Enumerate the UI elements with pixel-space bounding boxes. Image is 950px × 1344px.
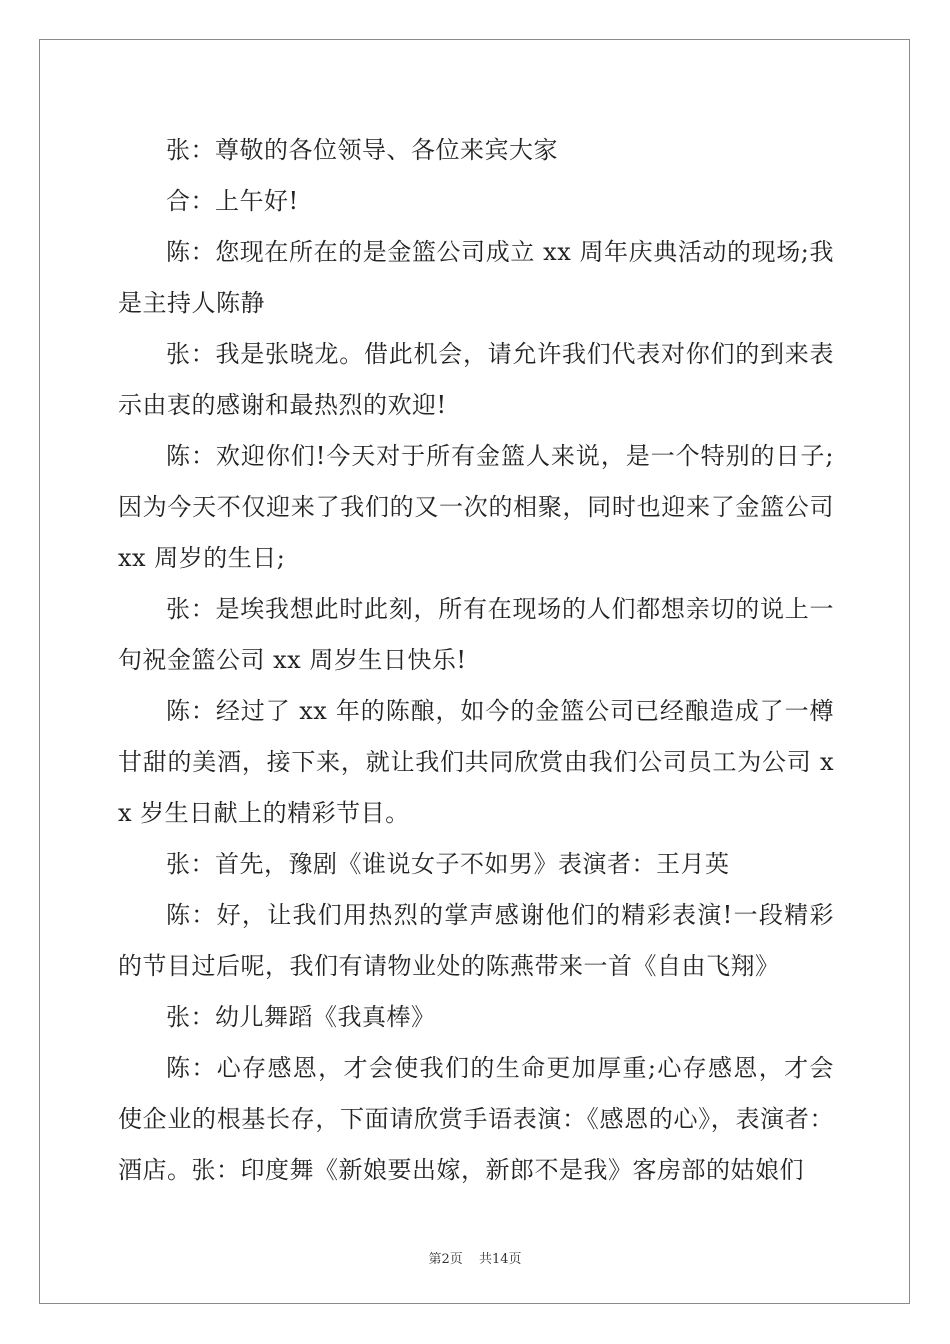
paragraph: 陈：您现在所在的是金篮公司成立 xx 周年庆典活动的现场;我是主持人陈静 [118, 238, 834, 317]
paragraph: 陈：好，让我们用热烈的掌声感谢他们的精彩表演!一段精彩的节目过后呢，我们有请物业处的陈燕带来一首《自由飞翔》 [118, 901, 834, 980]
page-footer [0, 1248, 950, 1267]
page-number: 第2页 [428, 1252, 463, 1267]
paragraph: 张：幼儿舞蹈《我真棒》 [166, 1003, 436, 1031]
paragraph: 张：我是张晓龙。借此机会，请允许我们代表对你们的到来表示由衷的感谢和最热烈的欢迎! [118, 340, 834, 419]
paragraph: 张：尊敬的各位领导、各位来宾大家 [166, 136, 558, 164]
paragraph: 陈：欢迎你们!今天对于所有金篮人来说，是一个特别的日子;因为今天不仅迎来了我们的又一次的相聚，同时也迎来了金篮公司 xx 周岁的生日; [118, 442, 834, 572]
paragraph: 陈：心存感恩，才会使我们的生命更加厚重;心存感恩，才会使企业的根基长存，下面请欣赏手语表演：《感恩的心》，表演者：酒店。张：印度舞《新娘要出嫁，新郎不是我》客房部的姑娘们 [118, 1054, 834, 1184]
paragraph: 合：上午好! [166, 187, 299, 215]
document-body [118, 125, 834, 1196]
paragraph: 张：首先，豫剧《谁说女子不如男》表演者：王月英 [166, 850, 730, 878]
paragraph: 陈：经过了 xx 年的陈酿，如今的金篮公司已经酿造成了一樽甘甜的美酒，接下来，就让我们共同欣赏由我们公司员工为公司 xx 岁生日献上的精彩节目。 [118, 697, 834, 827]
paragraph: 张：是埃我想此时此刻，所有在现场的人们都想亲切的说上一句祝金篮公司 xx 周岁生日快乐! [118, 595, 834, 674]
page-total: 共14页 [478, 1252, 522, 1267]
